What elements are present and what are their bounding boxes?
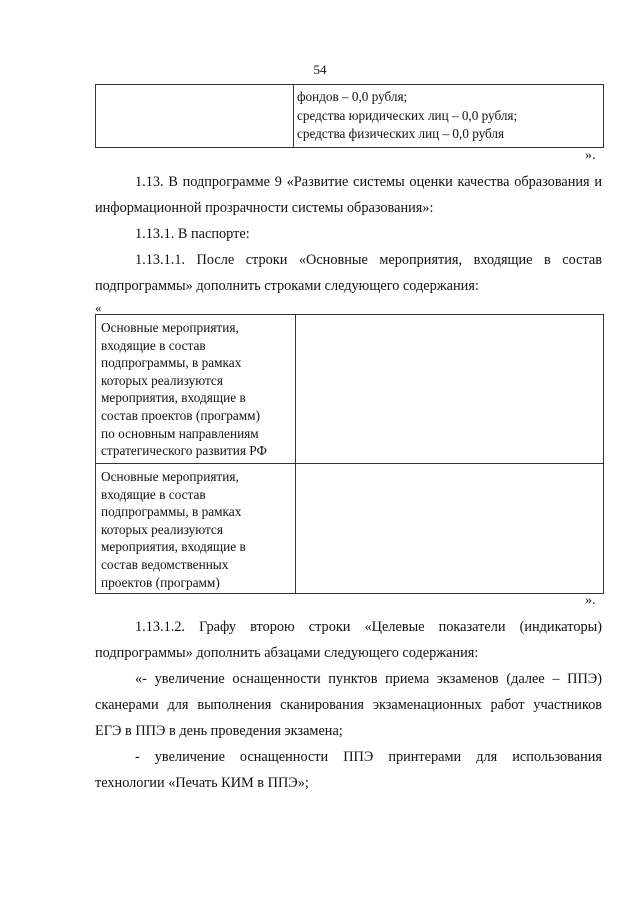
table-cell-line: мероприятия, входящие в	[101, 390, 246, 406]
table-column-divider	[293, 85, 294, 147]
paragraph-1-13-1-1-line-2: подпрограммы» дополнить строками следующего содержания:	[95, 278, 479, 294]
table-cell-line: состав проектов (программ)	[101, 407, 261, 423]
table-cell-line: подпрограммы, в рамках	[101, 355, 242, 371]
table-cell-line: входящие в состав	[101, 337, 206, 353]
table-cell-line: подпрограммы, в рамках	[101, 504, 242, 520]
paragraph-1-13-1-2-line-1: 1.13.1.2. Графу второю строки «Целевые показатели (индикаторы)	[135, 619, 602, 635]
table-cell-line: мероприятия, входящие в	[101, 539, 246, 555]
funding-table-fragment	[95, 84, 604, 148]
page-number: 54	[313, 62, 327, 77]
table-cell-line: которых реализуются	[101, 521, 223, 537]
table-cell-line: средства физических лиц – 0,0 рубля	[297, 126, 505, 142]
bullet-printers-line-1: - увеличение оснащенности ППЭ принтерами для использования	[135, 749, 602, 765]
table-cell-line: по основным направлениям	[101, 425, 259, 441]
paragraph-1-13-1-1-line-1: 1.13.1.1. После строки «Основные мероприятия, входящие в состав	[135, 252, 602, 268]
paragraph-1-13-line-1: 1.13. В подпрограмме 9 «Развитие системы оценки качества образования и	[135, 174, 602, 190]
closing-quote: ».	[585, 148, 596, 163]
table-cell-funding	[297, 88, 517, 144]
table-cell-line: состав ведомственных	[101, 556, 229, 572]
table-cell-row-1	[101, 319, 293, 460]
bullet-scanners-line-1: «- увеличение оснащенности пунктов приема экзаменов (далее – ППЭ)	[135, 671, 602, 687]
paragraph-1-13-line-2: информационной прозрачности системы образования»:	[95, 200, 434, 216]
bullet-printers-line-2: технологии «Печать КИМ в ППЭ»;	[95, 775, 309, 791]
closing-quote: ».	[585, 593, 596, 608]
table-cell-line: фондов – 0,0 рубля;	[297, 89, 408, 104]
table-cell-line: Основные мероприятия,	[101, 320, 239, 335]
table-cell-row-2	[101, 468, 293, 591]
table-cell-line: входящие в состав	[101, 486, 206, 502]
table-cell-line: которых реализуются	[101, 372, 223, 388]
opening-quote: «	[95, 300, 102, 315]
paragraph-1-13-1-2-line-2: подпрограммы» дополнить абзацами следующего содержания:	[95, 645, 479, 661]
table-cell-line: Основные мероприятия,	[101, 469, 239, 484]
table-cell-line: средства юридических лиц – 0,0 рубля;	[297, 107, 518, 123]
paragraph-1-13-1: 1.13.1. В паспорте:	[135, 226, 250, 242]
bullet-scanners-line-3: ЕГЭ в ППЭ в день проведения экзамена;	[95, 723, 343, 739]
table-column-divider	[295, 315, 296, 593]
activities-table	[95, 314, 604, 594]
table-row-divider	[96, 463, 603, 464]
table-cell-line: стратегического развития РФ	[101, 443, 267, 459]
table-cell-line: проектов (программ)	[101, 574, 220, 590]
bullet-scanners-line-2: сканерами для выполнения сканирования экзаменационных работ участников	[95, 697, 602, 713]
